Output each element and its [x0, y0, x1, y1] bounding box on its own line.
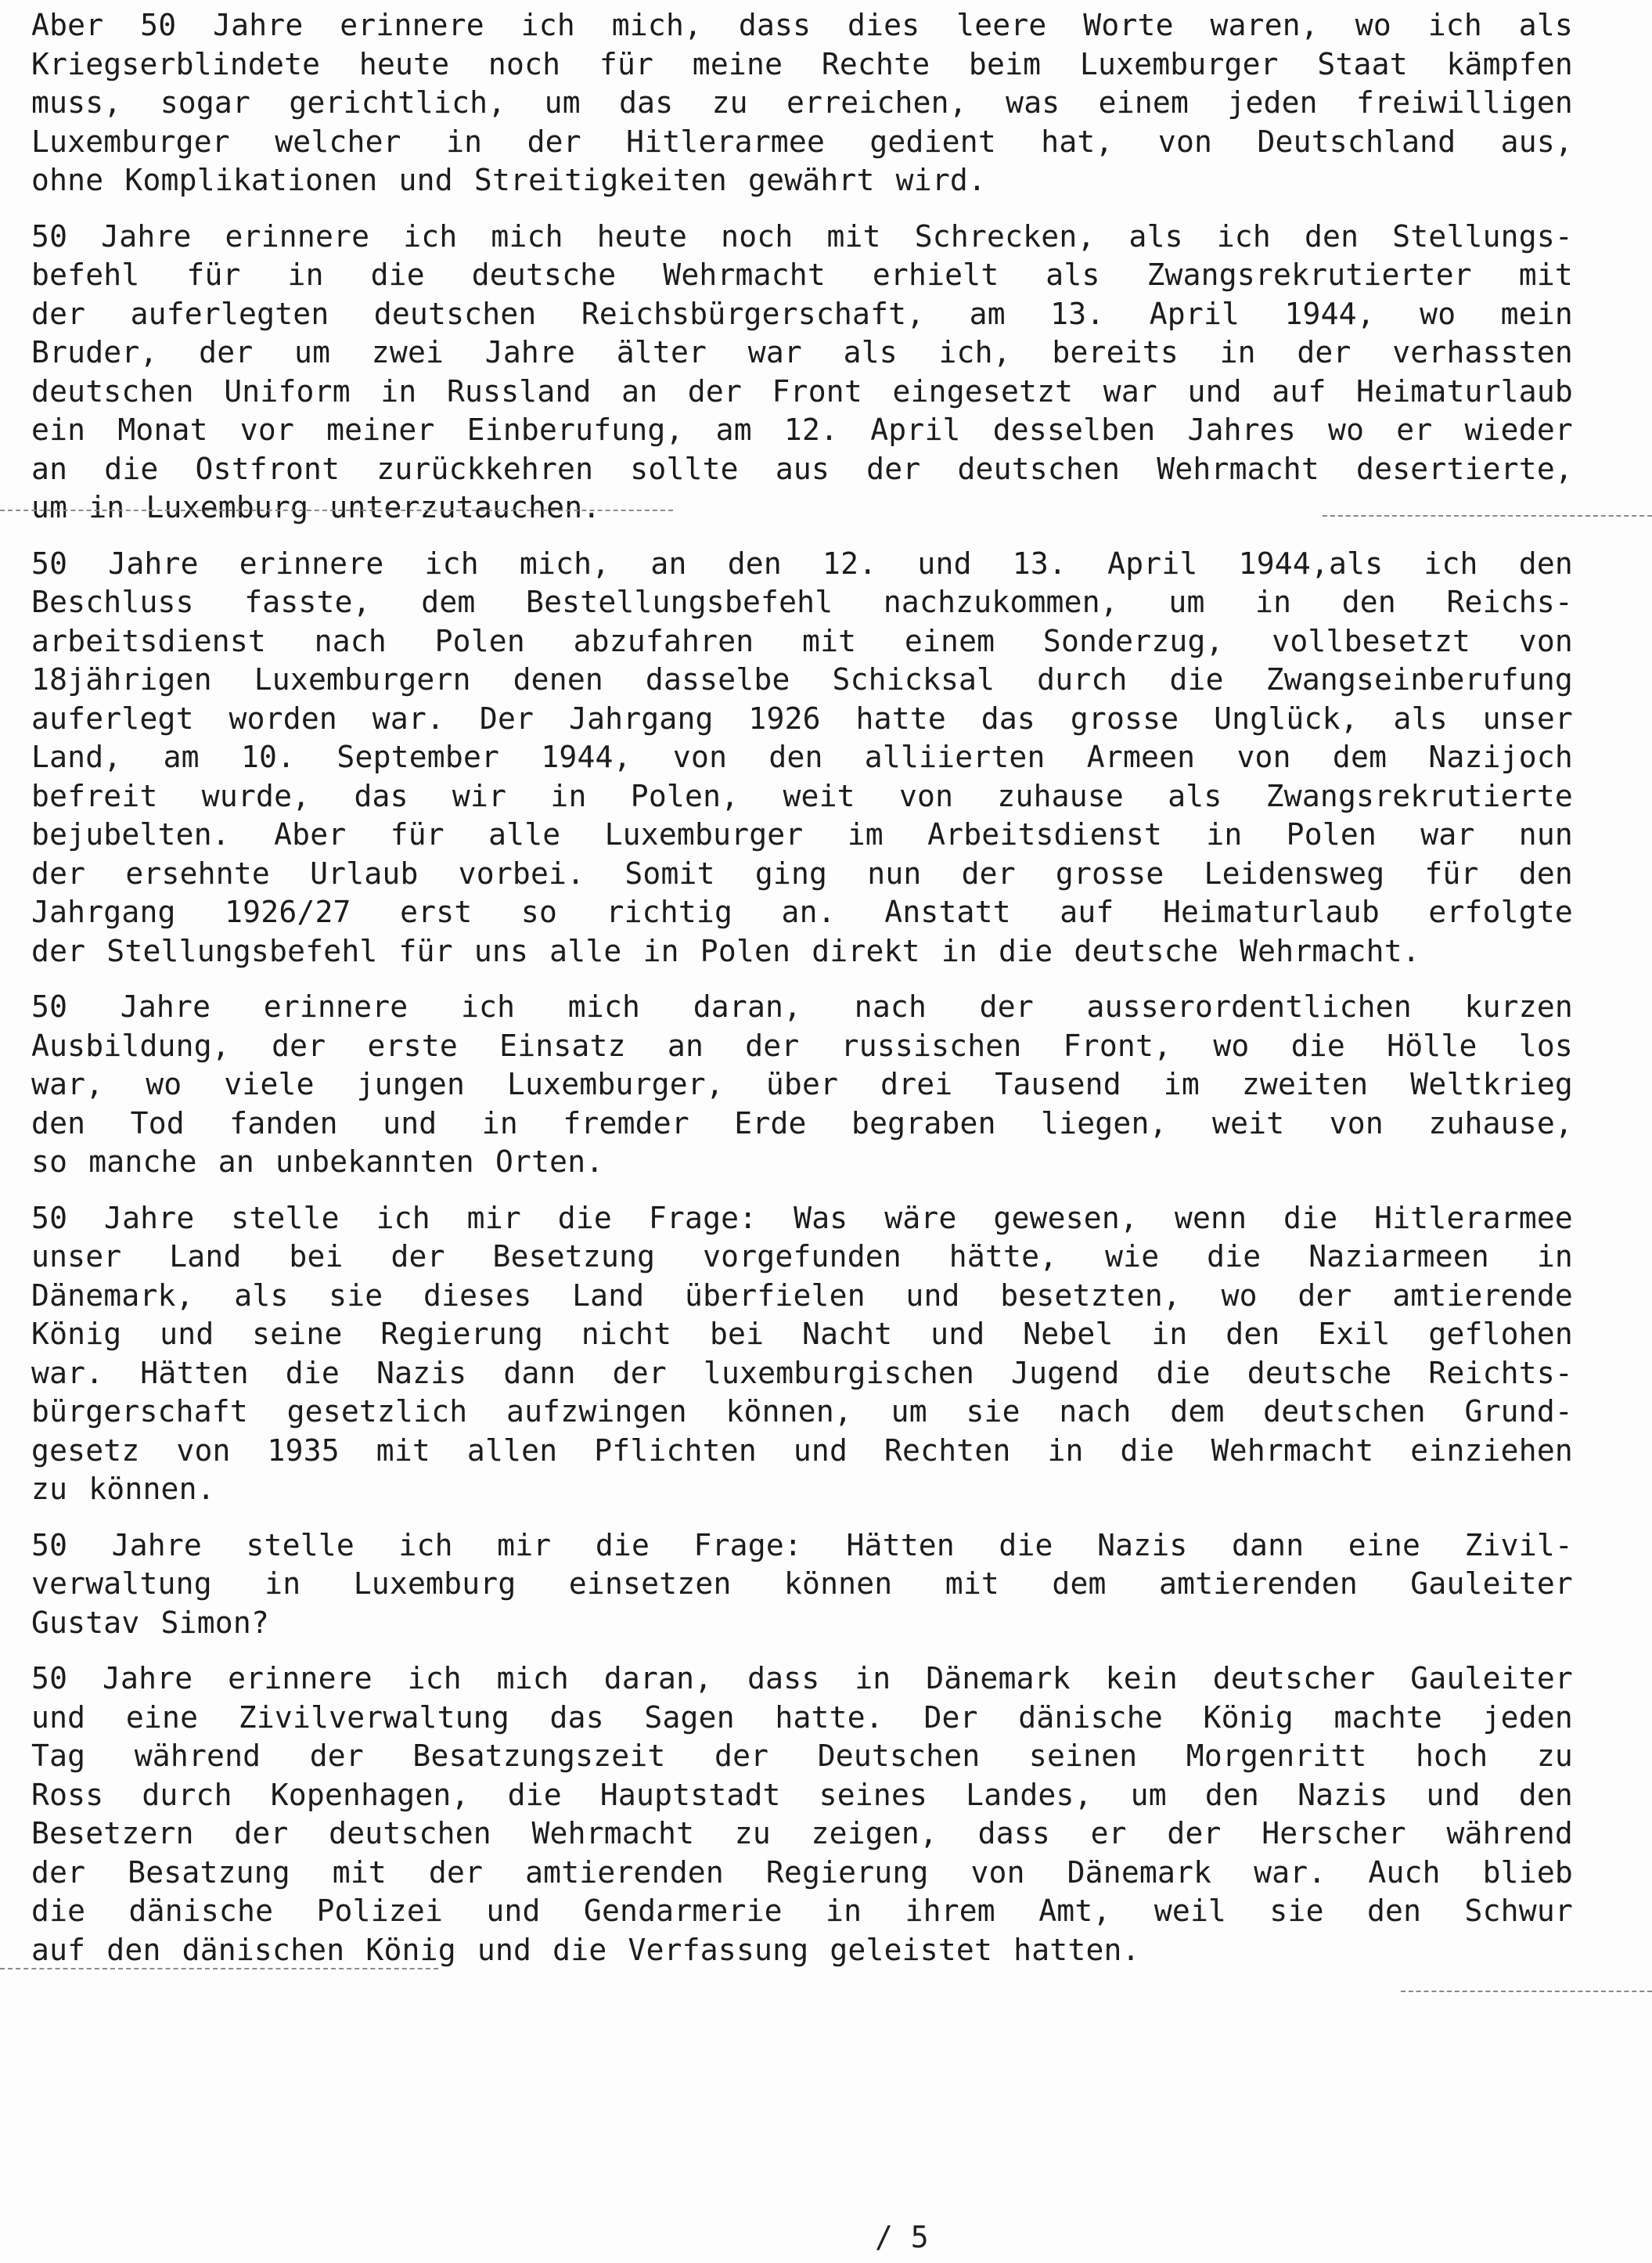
text-line: der ersehnte Urlaub vorbei. Somit ging nun der grosse Leidensweg für den — [31, 856, 1573, 891]
paragraph — [31, 1659, 1573, 1969]
text-line: unser Land bei der Besetzung vorgefunden hätte, wie die Naziarmeen in — [31, 1239, 1573, 1274]
text-line: Bruder, der um zwei Jahre älter war als ich, bereits in der verhassten — [31, 335, 1573, 369]
text-line: König und seine Regierung nicht bei Nacht und Nebel in den Exil geflohen — [31, 1317, 1573, 1351]
text-line: Gustav Simon? — [31, 1605, 270, 1640]
text-line: der Besatzung mit der amtierenden Regierung von Dänemark war. Auch blieb — [31, 1854, 1573, 1890]
text-line: muss, sogar gerichtlich, um das zu erreichen, was einem jeden freiwilligen — [31, 85, 1573, 120]
text-line: arbeitsdienst nach Polen abzufahren mit einem Sonderzug, vollbesetzt von — [31, 623, 1573, 658]
text-line: um in Luxemburg unterzutauchen. — [31, 490, 601, 524]
paragraph — [31, 6, 1573, 200]
paragraph — [31, 218, 1573, 528]
text-line: der auferlegten deutschen Reichsbürgerschaft, am 13. April 1944, wo mein — [31, 296, 1573, 331]
text-line: Aber 50 Jahre erinnere ich mich, dass dies leere Worte waren, wo ich als — [31, 8, 1573, 42]
text-line: verwaltung in Luxemburg einsetzen können mit dem amtierenden Gauleiter — [31, 1566, 1573, 1601]
text-line: Kriegserblindete heute noch für meine Rechte beim Luxemburger Staat kämpfen — [31, 46, 1573, 81]
paragraph — [31, 988, 1573, 1182]
text-line: 50 Jahre erinnere ich mich heute noch mit Schrecken, als ich den Stellungs- — [31, 218, 1573, 254]
text-line: 18jährigen Luxemburgern denen dasselbe Schicksal durch die Zwangseinberufung — [31, 662, 1573, 697]
text-line: bürgerschaft gesetzlich aufzwingen können, um sie nach dem deutschen Grund- — [31, 1394, 1573, 1429]
paragraph — [31, 545, 1573, 971]
text-line: 50 Jahre erinnere ich mich, an den 12. und 13. April 1944,als ich den — [31, 546, 1573, 581]
text-line: die dänische Polizei und Gendarmerie in ihrem Amt, weil sie den Schwur — [31, 1894, 1573, 1928]
text-line: war. Hätten die Nazis dann der luxemburgischen Jugend die deutsche Reichts- — [31, 1355, 1573, 1390]
text-line: den Tod fanden und in fremder Erde begraben liegen, weit von zuhause, — [31, 1105, 1573, 1141]
text-line: ein Monat vor meiner Einberufung, am 12. April desselben Jahres wo er wieder — [31, 413, 1573, 447]
document-body — [31, 6, 1573, 1987]
text-line: und eine Zivilverwaltung das Sagen hatte. Der dänische König machte jeden — [31, 1699, 1573, 1735]
dashed-rule-left-2 — [0, 1968, 438, 1969]
text-line: 50 Jahre erinnere ich mich daran, nach der ausserordentlichen kurzen — [31, 989, 1573, 1024]
text-line: zu können. — [31, 1472, 215, 1506]
paragraph — [31, 1199, 1573, 1509]
text-line: Beschluss fasste, dem Bestellungsbefehl nachzukommen, um in den Reichs- — [31, 585, 1573, 619]
text-line: bejubelten. Aber für alle Luxemburger im Arbeitsdienst in Polen war nun — [31, 817, 1573, 852]
text-line: Ausbildung, der erste Einsatz an der russischen Front, wo die Hölle los — [31, 1028, 1573, 1063]
text-line: 50 Jahre erinnere ich mich daran, dass in Dänemark kein deutscher Gauleiter — [31, 1661, 1573, 1695]
dashed-rule-left-1 — [0, 510, 673, 511]
text-line: Tag während der Besatzungszeit der Deutschen seinen Morgenritt hoch zu — [31, 1739, 1573, 1773]
text-line: befreit wurde, das wir in Polen, weit von zuhause als Zwangsrekrutierte — [31, 778, 1573, 813]
text-line: Besetzern der deutschen Wehrmacht zu zeigen, dass er der Herscher während — [31, 1816, 1573, 1850]
text-line: deutschen Uniform in Russland an der Front eingesetzt war und auf Heimaturlaub — [31, 373, 1573, 409]
text-line: Jahrgang 1926/27 erst so richtig an. Anstatt auf Heimaturlaub erfolgte — [31, 895, 1573, 929]
text-line: gesetz von 1935 mit allen Pflichten und Rechten in die Wehrmacht einziehen — [31, 1432, 1573, 1468]
text-line: Land, am 10. September 1944, von den alliierten Armeen von dem Nazijoch — [31, 740, 1573, 774]
text-line: Ross durch Kopenhagen, die Hauptstadt seines Landes, um den Nazis und den — [31, 1777, 1573, 1812]
text-line: auferlegt worden war. Der Jahrgang 1926 hatte das grosse Unglück, als unser — [31, 701, 1573, 736]
text-line: an die Ostfront zurückkehren sollte aus der deutschen Wehrmacht desertierte, — [31, 451, 1573, 486]
text-line: auf den dänischen König und die Verfassung geleistet hatten. — [31, 1932, 1140, 1967]
text-line: Dänemark, als sie dieses Land überfielen und besetzten, wo der amtierende — [31, 1277, 1573, 1313]
text-line: befehl für in die deutsche Wehrmacht erhielt als Zwangsrekrutierter mit — [31, 258, 1573, 292]
paragraph — [31, 1526, 1573, 1643]
dashed-rule-right-2 — [1401, 1991, 1652, 1992]
text-line: ohne Komplikationen und Streitigkeiten gewährt wird. — [31, 163, 987, 197]
text-line: Luxemburger welcher in der Hitlerarmee gedient hat, von Deutschland aus, — [31, 124, 1573, 159]
page-number: / 5 — [875, 2220, 929, 2254]
text-line: 50 Jahre stelle ich mir die Frage: Hätten die Nazis dann eine Zivil- — [31, 1527, 1573, 1562]
text-line: 50 Jahre stelle ich mir die Frage: Was wäre gewesen, wenn die Hitlerarmee — [31, 1200, 1573, 1235]
dashed-rule-right-1 — [1323, 515, 1652, 517]
text-line: so manche an unbekannten Orten. — [31, 1144, 604, 1179]
text-line: war, wo viele jungen Luxemburger, über drei Tausend im zweiten Weltkrieg — [31, 1067, 1573, 1101]
text-line: der Stellungsbefehl für uns alle in Polen direkt in die deutsche Wehrmacht. — [31, 933, 1420, 968]
